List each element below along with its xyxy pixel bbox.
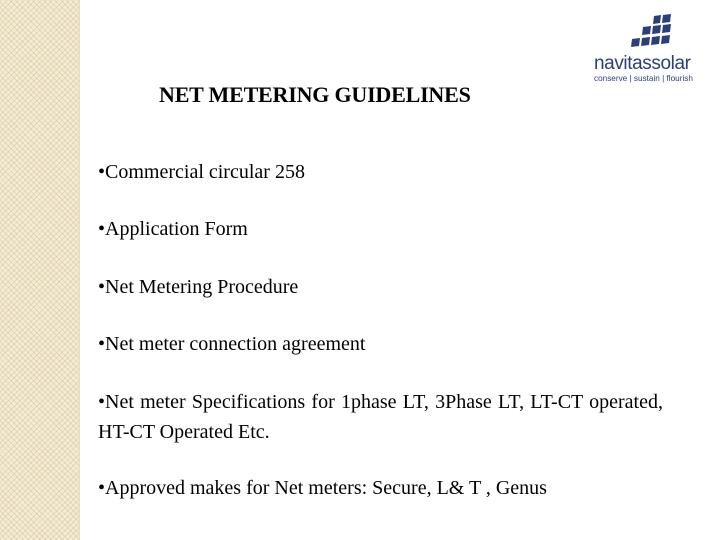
bullet-text: Net meter Specifications for 1phase LT, 3Phase LT, LT-CT operated, HT-CT Operated Etc. — [98, 391, 663, 443]
bullet-item — [98, 157, 663, 187]
bullet-text: Net Metering Procedure — [105, 276, 299, 298]
bullet-item — [98, 329, 663, 359]
bullet-glyph: • — [98, 218, 106, 240]
bullet-text: Approved makes for Net meters: Secure, L& T , Genus — [105, 477, 547, 499]
bullet-glyph: • — [98, 161, 106, 183]
navitas-solar-logo — [592, 14, 712, 83]
logo-wordmark — [594, 54, 712, 74]
bullet-glyph: • — [98, 276, 106, 298]
bullet-glyph: • — [98, 391, 106, 413]
bullet-text: Net meter connection agreement — [105, 333, 366, 355]
bullet-text: Commercial circular 258 — [105, 161, 305, 183]
slide-title: NET METERING GUIDELINES — [159, 82, 471, 107]
solar-panel-icon — [628, 14, 678, 54]
decorative-side-strip — [0, 0, 80, 540]
bullet-text: Application Form — [105, 218, 248, 240]
bullet-glyph: • — [98, 477, 106, 499]
bullet-item — [98, 272, 663, 302]
logo-wordmark-solar: solar — [651, 53, 691, 74]
bullet-item — [98, 387, 663, 447]
bullet-item — [98, 214, 663, 244]
bullet-glyph: • — [98, 333, 106, 355]
bullet-item — [98, 473, 663, 503]
logo-wordmark-navitas: navitas — [594, 53, 652, 74]
logo-tagline: conserve | sustain | flourish — [594, 74, 693, 83]
